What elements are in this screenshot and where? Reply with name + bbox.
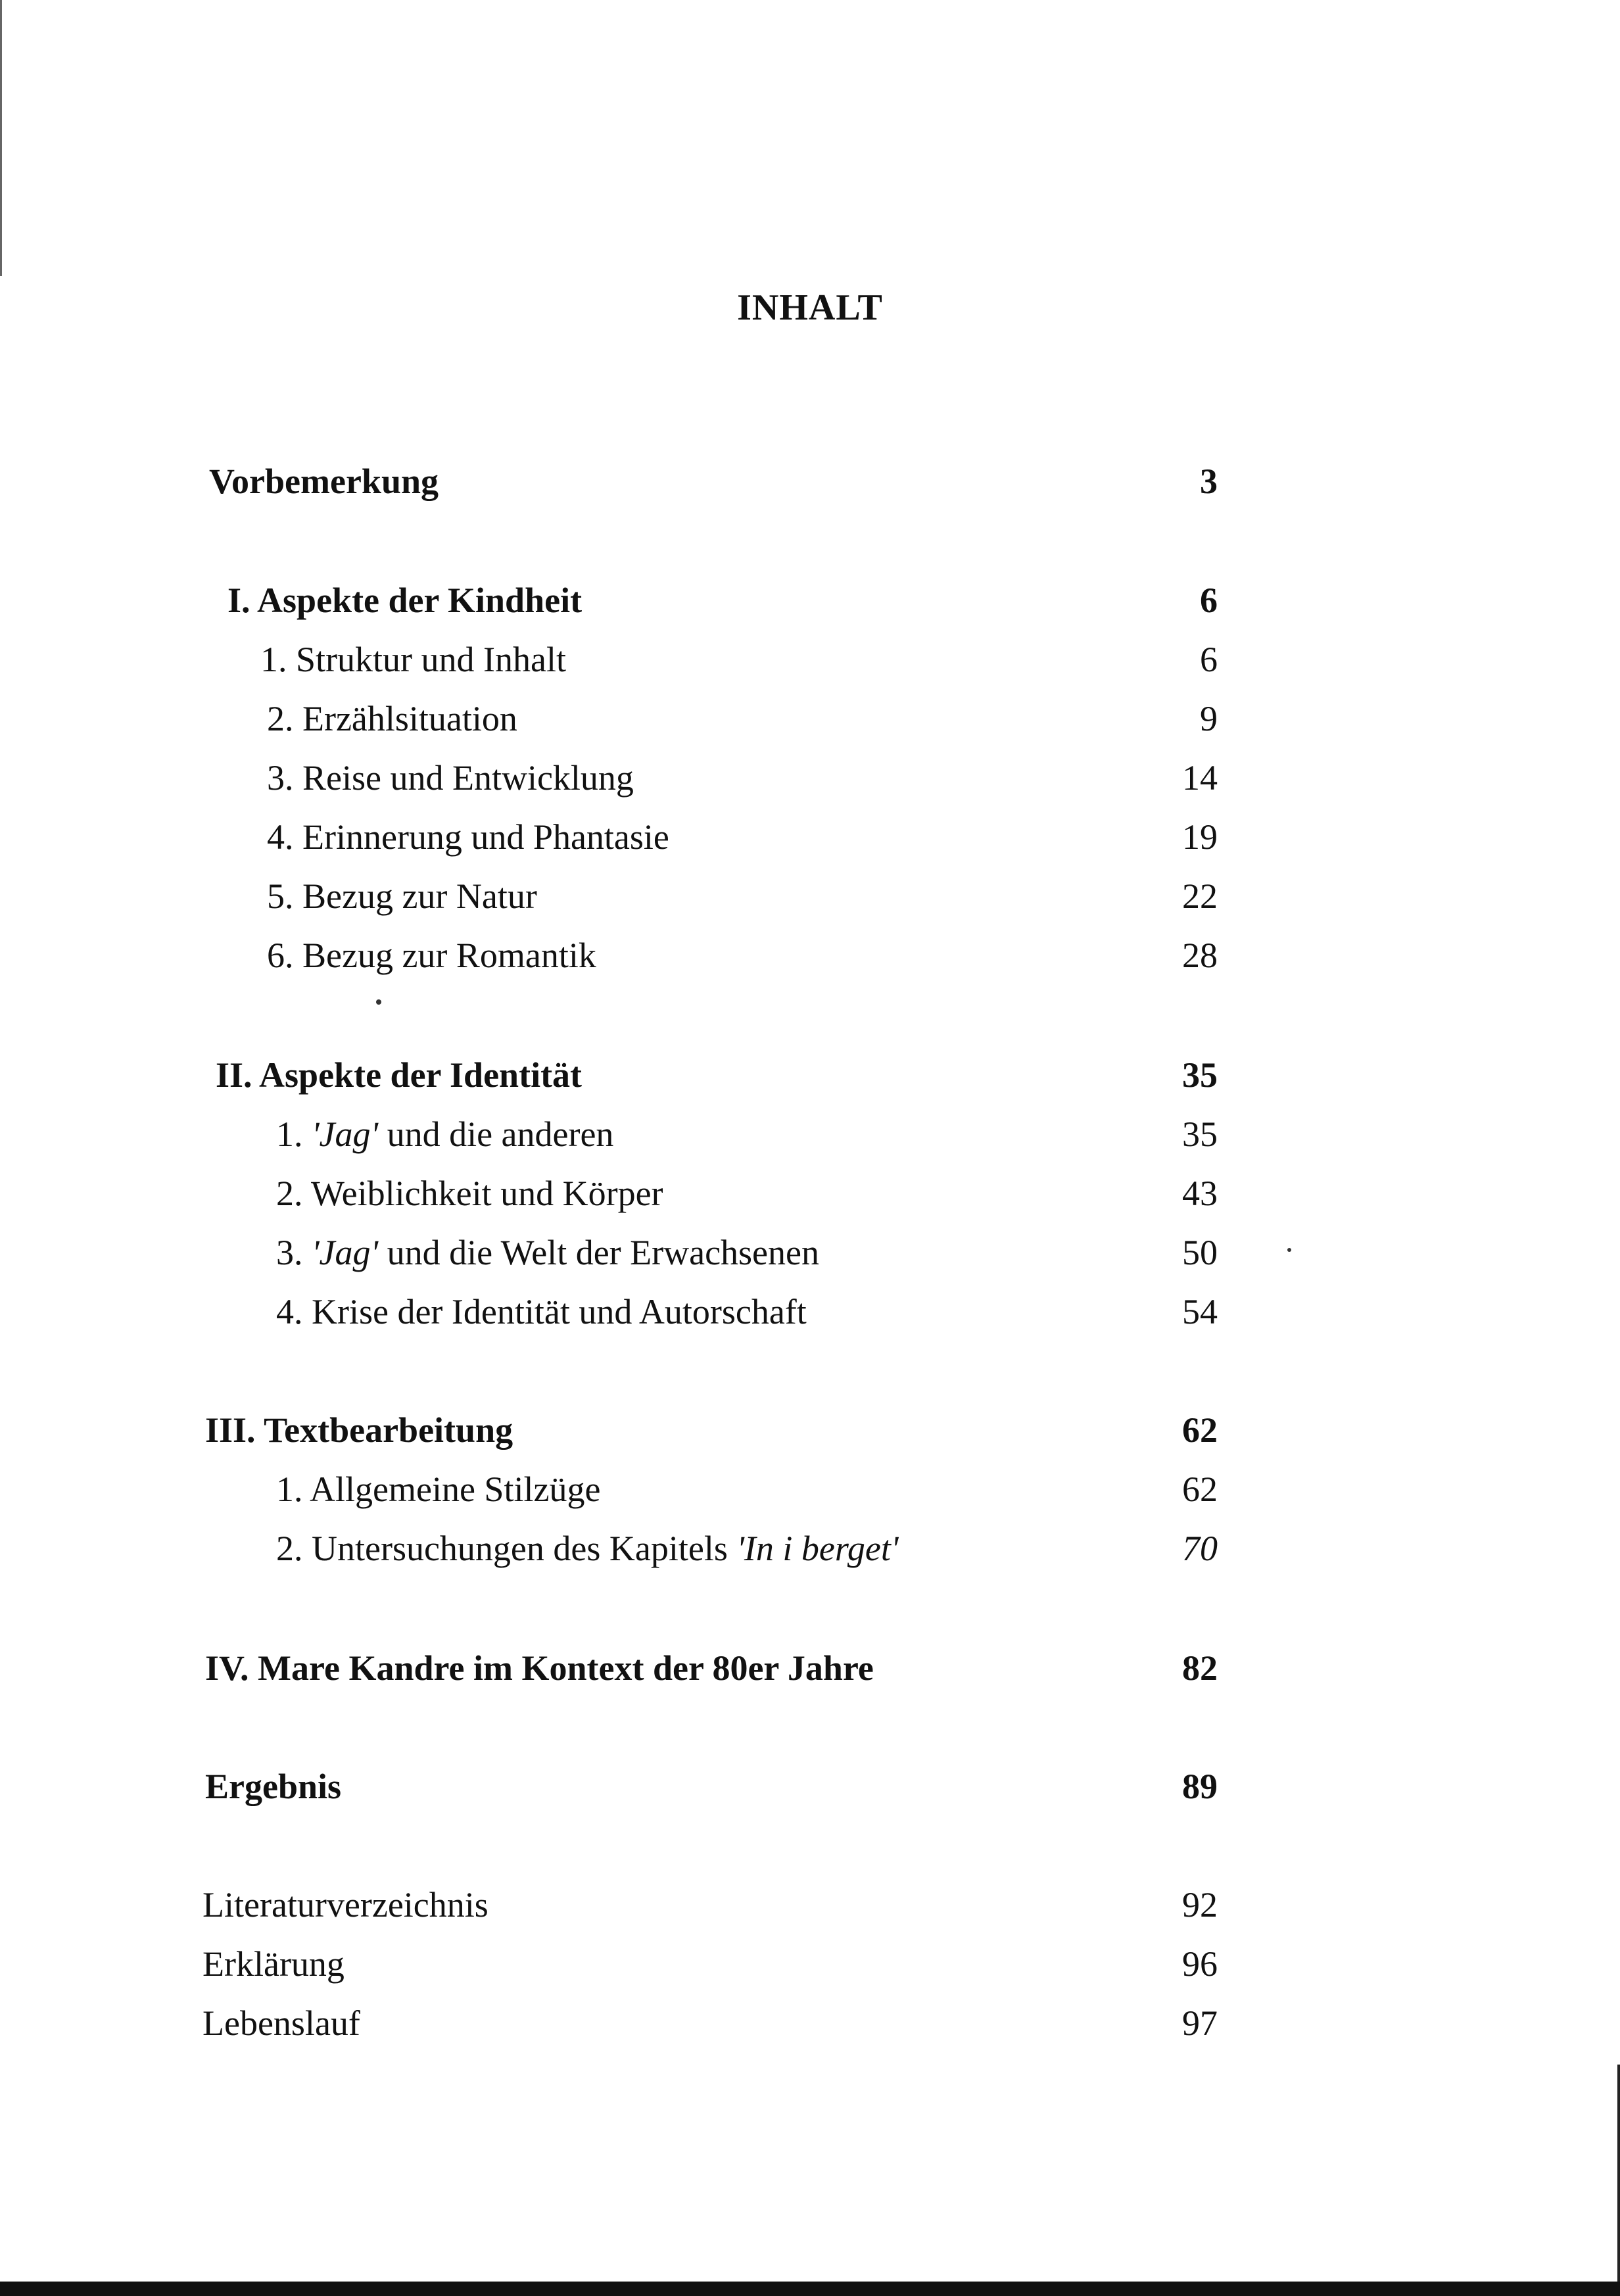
- toc-entry-appendix: [0, 1938, 1620, 1990]
- toc-section: [0, 1108, 1620, 1160]
- toc-label: 2. Weiblichkeit und Körper: [276, 1174, 663, 1213]
- section-number: 3.: [276, 1233, 312, 1272]
- toc-section: [0, 633, 1620, 686]
- toc-page-number: 62: [1182, 1470, 1218, 1509]
- toc-label: 6. Bezug zur Romantik: [267, 936, 596, 975]
- toc-section: [0, 1226, 1620, 1279]
- toc-section: [0, 1463, 1620, 1516]
- toc-label: 3. Reise und Entwicklung: [267, 758, 634, 798]
- scan-edge-bottom: [0, 2282, 1620, 2296]
- toc-chapter-4: [0, 1642, 1620, 1694]
- toc-page-number: 62: [1182, 1410, 1218, 1450]
- toc-page-number: 35: [1182, 1055, 1218, 1095]
- toc-page-number: 50: [1182, 1233, 1218, 1272]
- toc-label: 1. Struktur und Inhalt: [260, 640, 566, 679]
- scan-speck: [376, 999, 381, 1005]
- toc-page-number: 9: [1200, 699, 1218, 738]
- toc-label: Literaturverzeichnis: [202, 1885, 488, 1925]
- toc-label: 4. Krise der Identität und Autorschaft: [276, 1292, 807, 1331]
- toc-page-number: 28: [1182, 936, 1218, 975]
- scan-edge-right: [1617, 2065, 1620, 2288]
- toc-label: Lebenslauf: [202, 2003, 360, 2043]
- toc-page-number: 54: [1182, 1292, 1218, 1331]
- toc-label: III. Textbearbeitung: [205, 1410, 513, 1450]
- toc-page-number: 43: [1182, 1174, 1218, 1213]
- toc-label: IV. Mare Kandre im Kontext der 80er Jahre: [205, 1648, 874, 1688]
- toc-page-number: 22: [1182, 876, 1218, 916]
- toc-entry-vorbemerkung: [0, 455, 1620, 508]
- italic-term: 'Jag': [312, 1114, 379, 1154]
- toc-page-number: 14: [1182, 758, 1218, 798]
- toc-chapter-2: [0, 1049, 1620, 1101]
- toc-chapter-3: [0, 1404, 1620, 1456]
- section-number: 1.: [276, 1114, 312, 1154]
- toc-page-number: 35: [1182, 1114, 1218, 1154]
- label-rest: und die Welt der Erwachsenen: [378, 1233, 819, 1272]
- toc-page-number: 89: [1182, 1767, 1218, 1806]
- toc-entry-ergebnis: [0, 1760, 1620, 1813]
- toc-label: 4. Erinnerung und Phantasie: [267, 817, 669, 857]
- toc-label: Ergebnis: [205, 1767, 342, 1806]
- toc-entry-appendix: [0, 1997, 1620, 2049]
- toc-page-number: 92: [1182, 1885, 1218, 1925]
- toc-label: [276, 1108, 613, 1160]
- italic-term: 'Jag': [312, 1233, 379, 1272]
- toc-page-number: 6: [1200, 581, 1218, 620]
- toc-section: [0, 811, 1620, 863]
- toc-label: 2. Erzählsituation: [267, 699, 517, 738]
- italic-term: 'In i berget': [736, 1529, 899, 1568]
- toc-page-number: 70: [1182, 1529, 1218, 1568]
- toc-chapter-1: [0, 574, 1620, 627]
- toc-page-number: 19: [1182, 817, 1218, 857]
- page-title: INHALT: [737, 287, 883, 328]
- toc-page-number: 97: [1182, 2003, 1218, 2043]
- toc-entry-appendix: [0, 1878, 1620, 1931]
- toc-section: [0, 752, 1620, 804]
- toc-section: [0, 870, 1620, 922]
- toc-section: [0, 929, 1620, 982]
- scan-edge-left: [0, 0, 2, 276]
- toc-section: [0, 1167, 1620, 1220]
- toc-label: 5. Bezug zur Natur: [267, 876, 537, 916]
- toc-section: [0, 1285, 1620, 1338]
- toc-page-number: 6: [1200, 640, 1218, 679]
- toc-page-number: 82: [1182, 1648, 1218, 1688]
- toc-label: [276, 1522, 898, 1575]
- toc-label: I. Aspekte der Kindheit: [227, 581, 583, 620]
- toc-label: Erklärung: [202, 1944, 345, 1984]
- toc-page-number: 3: [1200, 462, 1218, 501]
- toc-label: II. Aspekte der Identität: [216, 1055, 583, 1095]
- toc-label: Vorbemerkung: [209, 462, 439, 501]
- label-prefix: 2. Untersuchungen des Kapitels: [276, 1529, 737, 1568]
- toc-section: [0, 1522, 1620, 1575]
- toc-label: 1. Allgemeine Stilzüge: [276, 1470, 601, 1509]
- label-rest: und die anderen: [378, 1114, 614, 1154]
- toc-page-number: 96: [1182, 1944, 1218, 1984]
- toc-section: [0, 692, 1620, 745]
- toc-label: [276, 1226, 819, 1279]
